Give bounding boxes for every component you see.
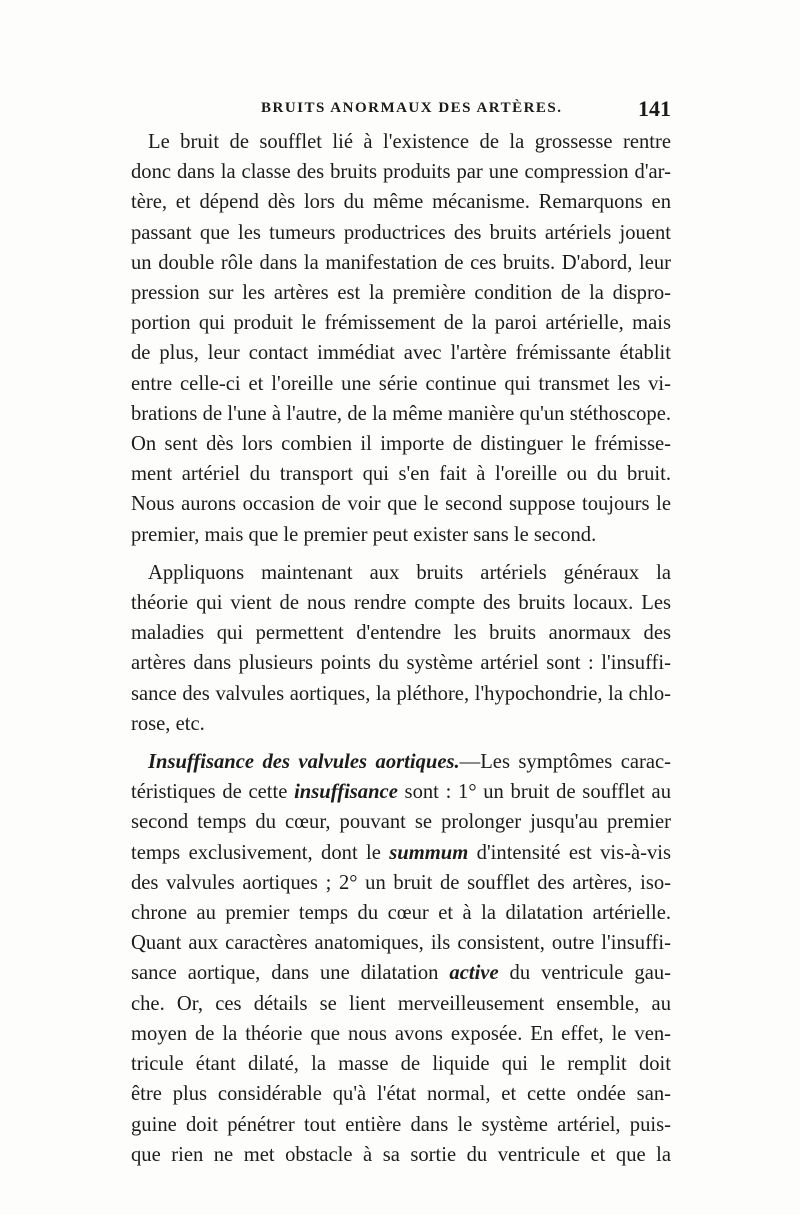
text-line: che. Or, ces détails se lient merveilleusement ensemble, au <box>131 992 671 1015</box>
text-line: Quant aux caractères anatomiques, ils consistent, outre l'insuffi- <box>131 932 671 955</box>
text-line: ment artériel du transport qui s'en fait à l'oreille ou du bruit. <box>131 463 671 486</box>
text-line: Appliquons maintenant aux bruits artériels généraux la <box>148 561 671 584</box>
text-line: passant que les tumeurs productrices des bruits artériels jouent <box>131 221 671 244</box>
text-run: téristiques de cette <box>131 781 295 804</box>
text-line: moyen de la théorie que nous avons exposée. En effet, le ven- <box>131 1022 671 1045</box>
text-line: Nous aurons occasion de voir que le second suppose toujours le <box>131 493 671 516</box>
text-line: premier, mais que le premier peut exister sans le second. <box>131 523 597 546</box>
paragraph-1 <box>131 127 671 550</box>
emphasis: summum <box>389 841 469 864</box>
text-line: brations de l'une à l'autre, de la même manière qu'un stéthoscope. <box>131 402 671 425</box>
text-line: donc dans la classe des bruits produits par une compression d'ar- <box>131 161 671 184</box>
text-line: maladies qui permettent d'entendre les bruits anormaux des <box>131 622 671 645</box>
text-line: Le bruit de soufflet lié à l'existence de la grossesse rentre <box>148 131 671 153</box>
text-run: sont : 1° un bruit de soufflet au <box>397 781 671 804</box>
emphasis: insuffisance <box>294 781 398 804</box>
text-run: d'intensité est vis-à-vis <box>468 841 672 864</box>
text-line: tricule étant dilaté, la masse de liquide qui le remplit doit <box>131 1053 671 1076</box>
running-title: BRUITS ANORMAUX DES ARTÈRES. <box>261 100 563 116</box>
paragraph-2 <box>131 558 671 739</box>
text-run: —Les symptômes carac- <box>459 751 671 774</box>
page-header <box>131 96 671 122</box>
text-line: portion qui produit le frémissement de la paroi artérielle, mais <box>131 312 671 335</box>
text-line: guine doit pénétrer tout entière dans le système artériel, puis- <box>131 1113 671 1136</box>
paragraph-3 <box>131 747 671 1170</box>
section-heading: Insuffisance des valvules aortiques. <box>148 751 460 774</box>
text-line: rose, etc. <box>131 712 205 735</box>
text-line: que rien ne met obstacle à sa sortie du ventricule et que la <box>131 1143 671 1166</box>
text-line <box>131 747 671 777</box>
emphasis: active <box>449 962 499 985</box>
text-run: du ventricule gau- <box>498 962 671 985</box>
text-line: On sent dès lors combien il importe de distinguer le frémisse- <box>131 433 671 456</box>
text-line <box>131 958 671 988</box>
text-line: entre celle-ci et l'oreille une série continue qui transmet les vi- <box>131 372 671 395</box>
text-line: théorie qui vient de nous rendre compte des bruits locaux. Les <box>131 592 671 615</box>
text-line: tère, et dépend dès lors du même mécanisme. Remarquons en <box>131 191 671 214</box>
text-line: second temps du cœur, pouvant se prolonger jusqu'au premier <box>131 811 671 834</box>
text-run: sance aortique, dans une dilatation <box>131 962 450 985</box>
text-run: temps exclusivement, dont le <box>131 841 390 864</box>
text-line: de plus, leur contact immédiat avec l'artère frémissante établit <box>131 342 671 365</box>
text-line: être plus considérable qu'à l'état normal, et cette ondée san- <box>131 1083 671 1106</box>
page-number: 141 <box>638 96 671 121</box>
text-line <box>131 777 671 807</box>
text-line: pression sur les artères est la première condition de la dispro- <box>131 282 671 305</box>
text-line: artères dans plusieurs points du système artériel sont : l'insuffi- <box>131 652 671 675</box>
text-line: un double rôle dans la manifestation de ces bruits. D'abord, leur <box>131 251 671 274</box>
text-line <box>131 838 671 868</box>
text-line: des valvules aortiques ; 2° un bruit de soufflet des artères, iso- <box>131 871 671 894</box>
text-line: sance des valvules aortiques, la pléthore, l'hypochondrie, la chlo- <box>131 682 671 705</box>
body-text <box>131 127 671 1170</box>
text-line: chrone au premier temps du cœur et à la dilatation artérielle. <box>131 902 671 925</box>
